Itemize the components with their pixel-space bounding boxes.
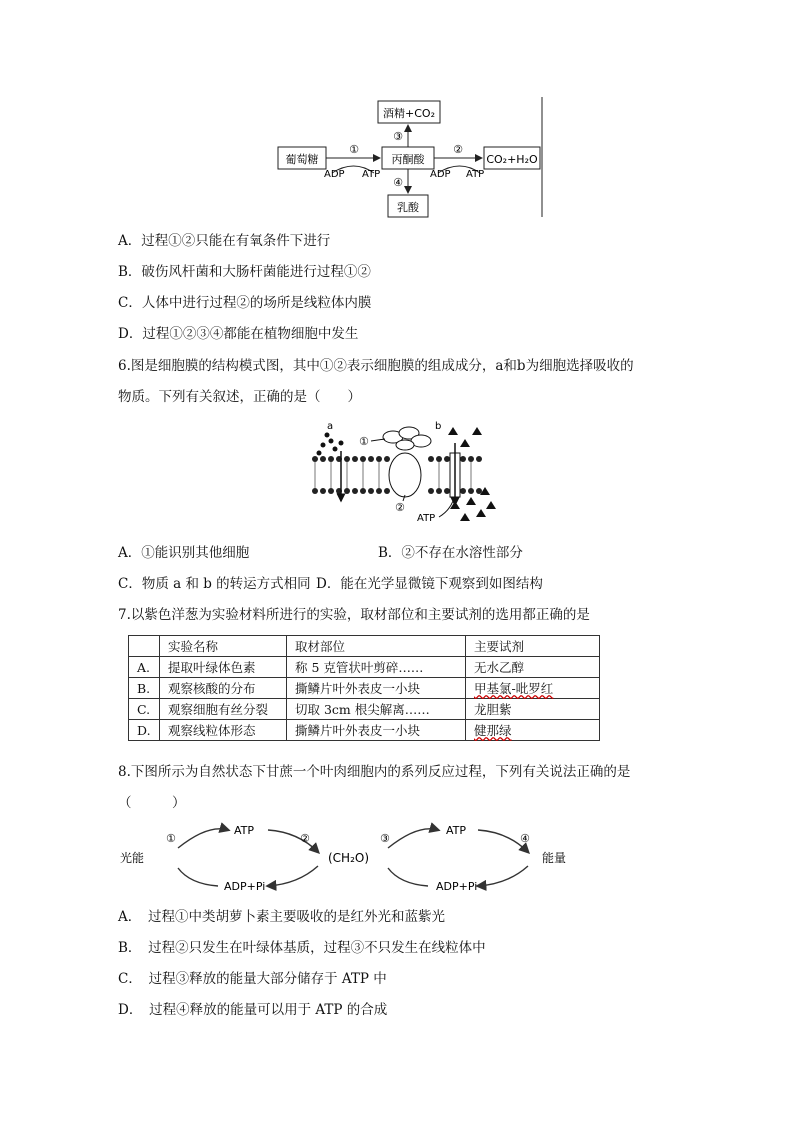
q5-option-b[interactable]: B．破伤风杆菌和大肠杆菌能进行过程①②: [118, 264, 371, 280]
table-cell: D.: [129, 720, 160, 741]
table-cell: 撕鳞片叶外表皮一小块: [287, 678, 466, 699]
table-cell: 观察核酸的分布: [160, 678, 287, 699]
component-1-label: ①: [359, 435, 369, 448]
cell-membrane-diagram: [305, 415, 505, 527]
alcohol-label: 酒精+CO₂: [383, 107, 435, 120]
cycle2-adppi-label: ADP+Pi: [436, 880, 478, 893]
table-cell: 无水乙醇: [466, 657, 600, 678]
cycle-step4-label: ④: [520, 832, 530, 845]
table-cell: B.: [129, 678, 160, 699]
q8-option-b[interactable]: B． 过程②只发生在叶绿体基质，过程③不只发生在线粒体中: [118, 940, 486, 956]
step1-label: ①: [349, 143, 359, 156]
q8-option-c[interactable]: C． 过程③释放的能量大部分储存于 ATP 中: [118, 971, 387, 987]
table-header-row: [129, 636, 600, 657]
table-header-cell: [129, 636, 160, 657]
molecule-b-label: b: [435, 421, 442, 432]
q5-option-c[interactable]: C．人体中进行过程②的场所是线粒体内膜: [118, 295, 372, 311]
cycle2-atp-label: ATP: [446, 824, 467, 837]
energy-cycle-diagram: [118, 818, 588, 898]
table-row: [129, 720, 600, 741]
lactate-label: 乳酸: [397, 201, 419, 214]
membrane-atp-label: ATP: [417, 513, 436, 524]
table-cell: 切取 3cm 根尖解离……: [287, 699, 466, 720]
step2-label: ②: [453, 143, 463, 156]
q6-stem-line2: 物质。下列有关叙述，正确的是（ ）: [118, 389, 361, 405]
q5-option-d[interactable]: D．过程①②③④都能在植物细胞中发生: [118, 326, 359, 342]
q6-option-a[interactable]: A．①能识别其他细胞: [118, 545, 250, 561]
q6-option-c[interactable]: C．物质 a 和 b 的转运方式相同: [118, 576, 311, 592]
table-cell: 健那绿: [466, 720, 600, 741]
cycle-step2-label: ②: [300, 832, 310, 845]
step4-label: ④: [393, 176, 403, 189]
table-cell: 撕鳞片叶外表皮一小块: [287, 720, 466, 741]
co2h2o-label: CO₂+H₂O: [486, 153, 538, 166]
molecule-a-label: a: [327, 421, 334, 432]
q8-stem-line1: 8.下图所示为自然状态下甘蔗一个叶肉细胞内的系列反应过程，下列有关说法正确的是: [118, 764, 631, 780]
table-cell: 提取叶绿体色素: [160, 657, 287, 678]
q5-option-a[interactable]: A．过程①②只能在有氧条件下进行: [118, 233, 331, 249]
q8-option-a[interactable]: A． 过程①中类胡萝卜素主要吸收的是红外光和蓝紫光: [118, 909, 445, 925]
cycle1-adppi-label: ADP+Pi: [224, 880, 266, 893]
cycle1-atp-label: ATP: [234, 824, 255, 837]
cycle-step3-label: ③: [380, 832, 390, 845]
table-cell: 甲基氯-吡罗红: [466, 678, 600, 699]
pyruvate-label: 丙酮酸: [391, 153, 425, 166]
q8-option-d[interactable]: D． 过程④释放的能量可以用于 ATP 的合成: [118, 1002, 388, 1018]
table-header-cell: 实验名称: [160, 636, 287, 657]
adp-label-1: ADP: [324, 169, 345, 180]
q6-stem-line1: 6.图是细胞膜的结构模式图，其中①②表示细胞膜的组成成分，a和b为细胞选择吸收的: [118, 358, 634, 374]
q7-stem: 7.以紫色洋葱为实验材料所进行的实验，取材部位和主要试剂的选用都正确的是: [118, 607, 590, 623]
ch2o-label: (CH₂O): [328, 851, 370, 865]
light-energy-label: 光能: [120, 851, 145, 865]
table-cell: A.: [129, 657, 160, 678]
table-row: [129, 657, 600, 678]
table-cell: 观察线粒体形态: [160, 720, 287, 741]
atp-label-2: ATP: [466, 169, 485, 180]
table-cell: 称 5 克管状叶剪碎……: [287, 657, 466, 678]
adp-label-2: ADP: [430, 169, 451, 180]
q6-option-d[interactable]: D．能在光学显微镜下观察到如图结构: [316, 576, 543, 592]
atp-label-1: ATP: [362, 169, 381, 180]
respiration-diagram: [270, 95, 550, 220]
table-row: [129, 678, 600, 699]
table-row: [129, 699, 600, 720]
cycle-step1-label: ①: [166, 832, 176, 845]
q6-option-b[interactable]: B．②不存在水溶性部分: [378, 545, 523, 561]
q8-stem-line2: （ ）: [118, 795, 186, 811]
energy-label: 能量: [542, 851, 567, 865]
component-2-label: ②: [395, 501, 405, 514]
table-cell: 龙胆紫: [466, 699, 600, 720]
step3-label: ③: [393, 130, 403, 143]
table-header-cell: 主要试剂: [466, 636, 600, 657]
glucose-label: 葡萄糖: [285, 153, 319, 166]
table-cell: C.: [129, 699, 160, 720]
experiment-table: [128, 635, 600, 741]
table-cell: 观察细胞有丝分裂: [160, 699, 287, 720]
table-header-cell: 取材部位: [287, 636, 466, 657]
